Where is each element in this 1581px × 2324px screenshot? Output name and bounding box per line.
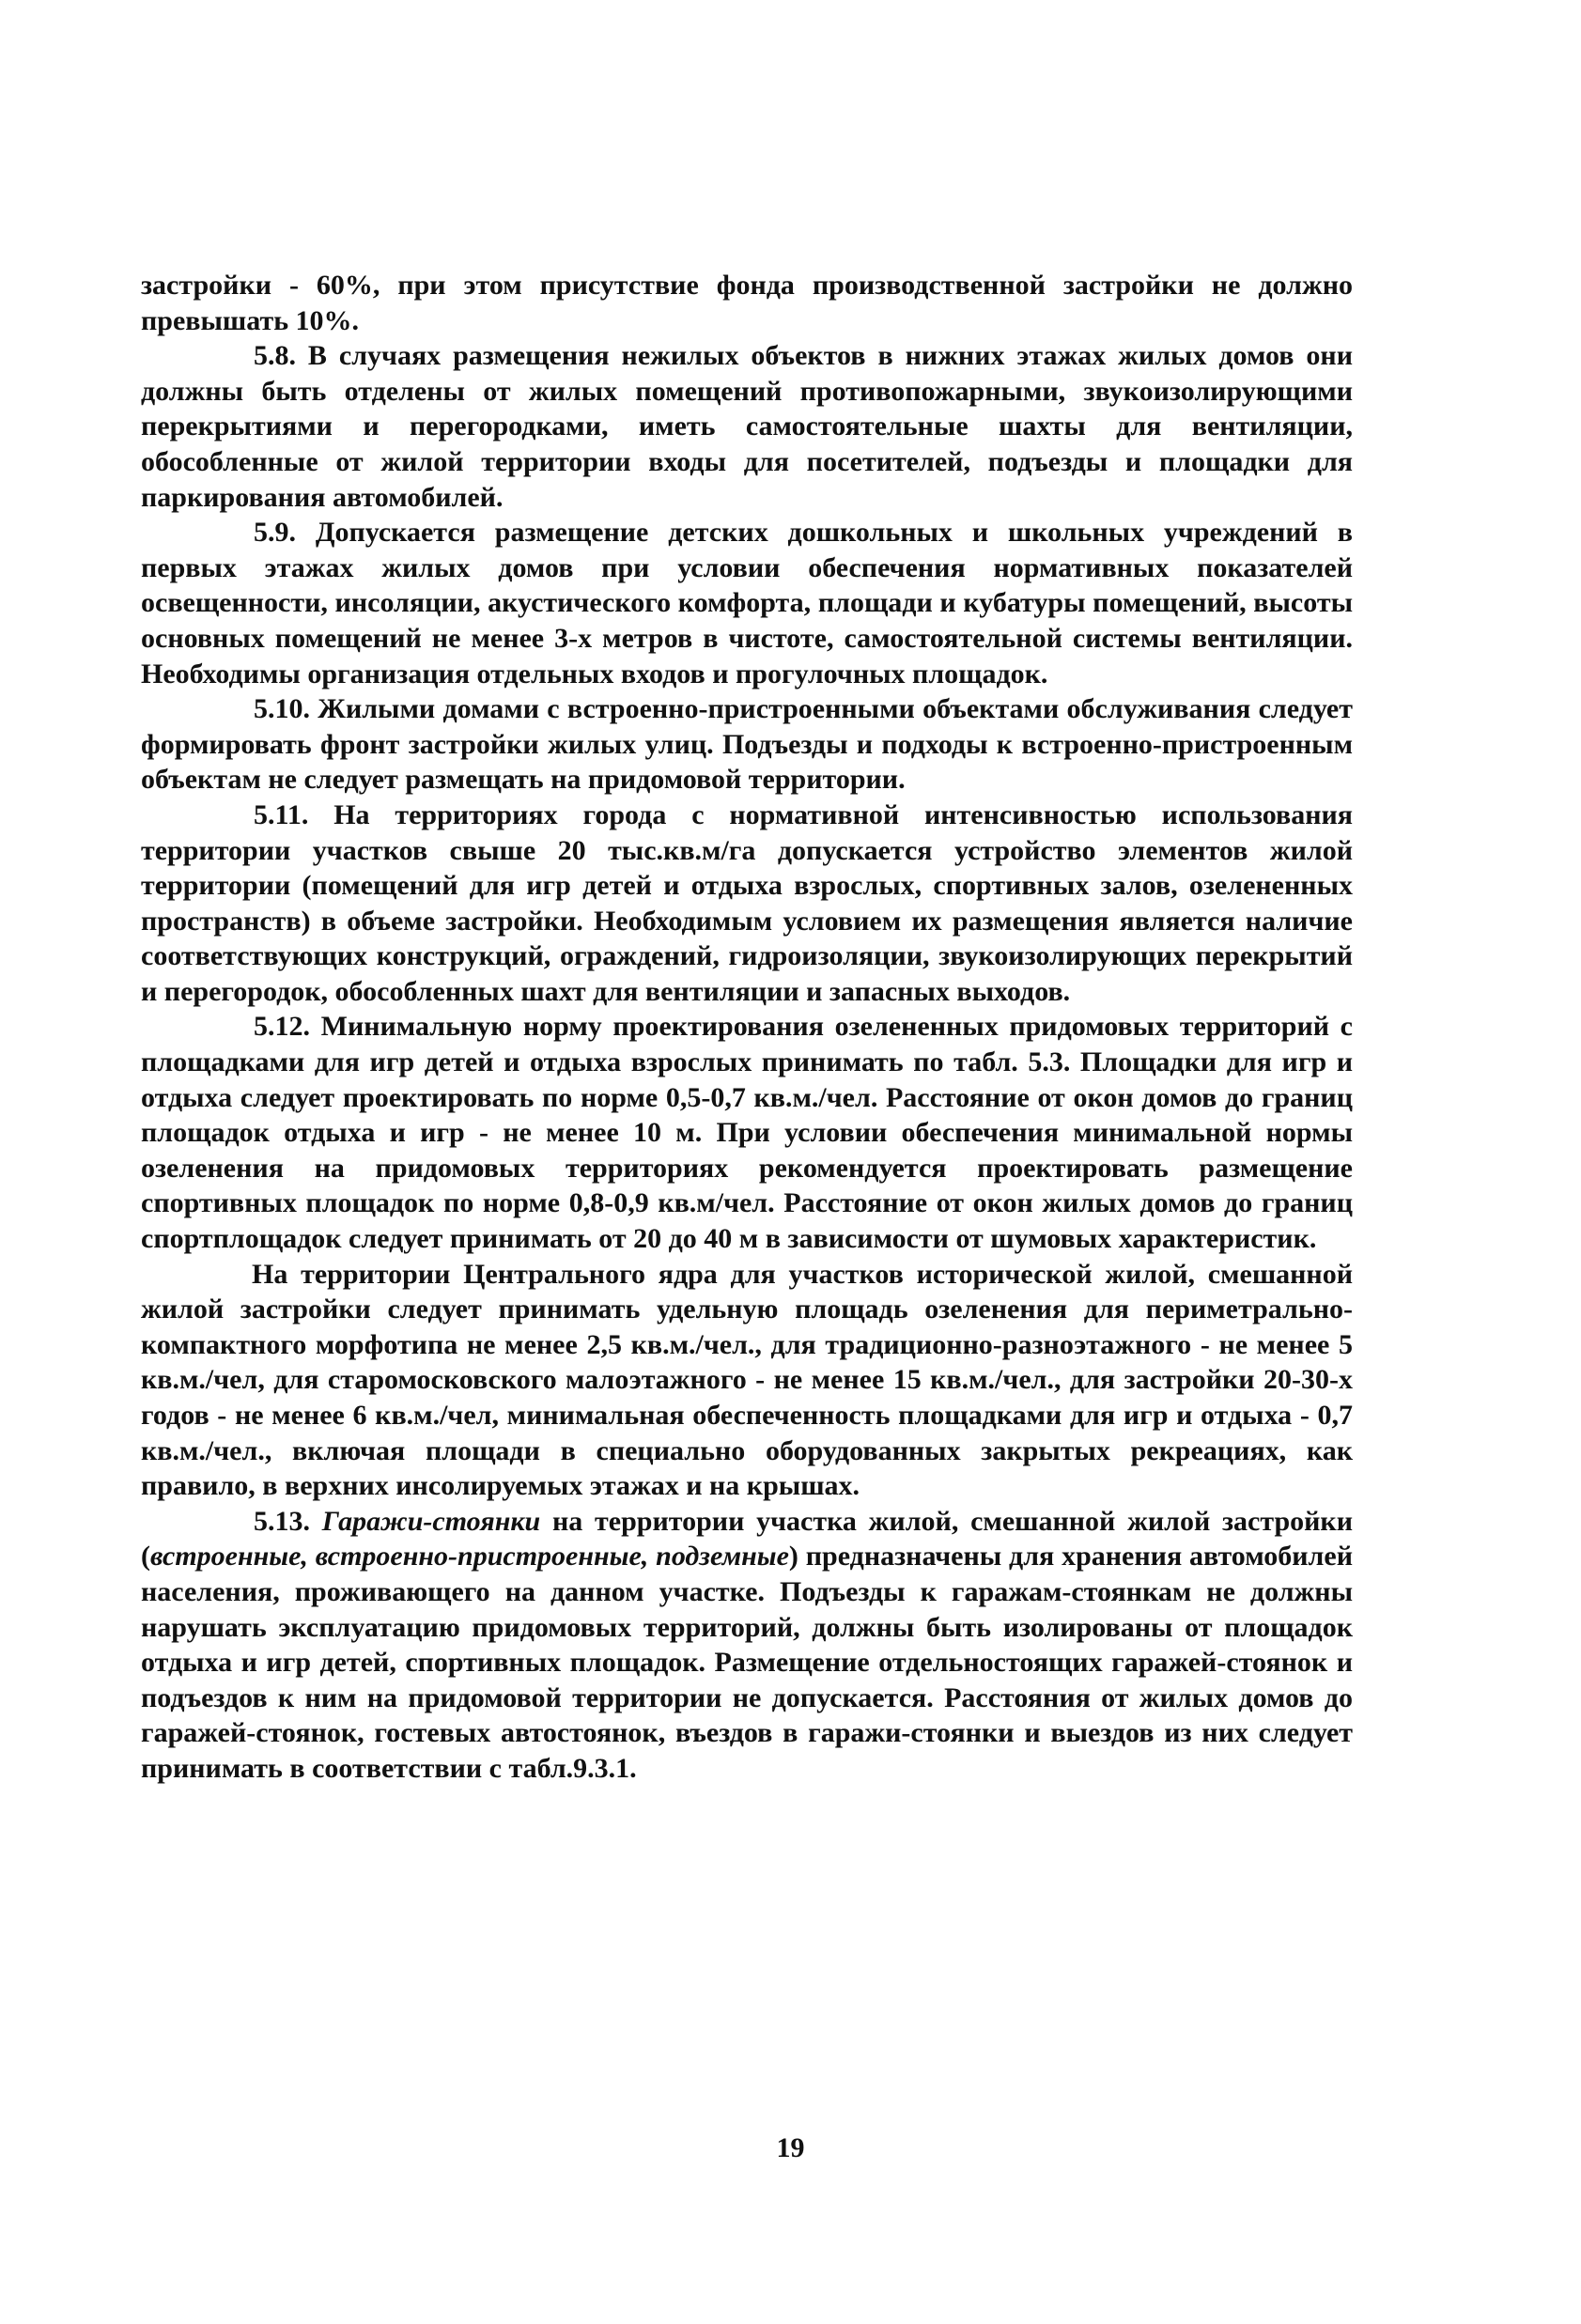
paragraph-continuation: застройки - 60%, при этом присутствие фонда производственной застройки не должно превышать 10%.: [141, 270, 1353, 336]
paragraph-5-12: 5.12. Минимальную норму проектирования озелененных придомовых территорий с площадками для игр детей и отдыха взрослых принимать по табл. 5.3. Площадки для игр и отдыха следует проектировать по норме 0,5-0,7 кв.м./чел. Расстояние от окон домов до границ площадок отдыха и игр - не менее 10 м. При условии обеспечения минимальной нормы озеленения на придомовых территориях рекомендуется проектировать размещение спортивных площадок по норме 0,8-0,9 кв.м/чел. Расстояние от окон жилых домов до границ спортплощадок следует принимать от 20 до 40 м в зависимости от шумовых характеристик.: [141, 1011, 1353, 1255]
paragraph-5-9: 5.9. Допускается размещение детских дошкольных и школьных учреждений в первых этажах жилых домов при условии обеспечения нормативных показателей освещенности, инсоляции, акустического комфорта, площади и кубатуры помещений, высоты основных помещений не менее 3-х метров в чистоте, самостоятельной системы вентиляции. Необходимы организация отдельных входов и прогулочных площадок.: [141, 517, 1353, 689]
paragraph-5-13-number: 5.13.: [254, 1505, 310, 1537]
page-number: 19: [776, 2132, 805, 2163]
paragraph-5-13-term: Гаражи-стоянки: [321, 1505, 541, 1537]
paragraph-5-13-rest: ) предназначены для хранения автомобилей населения, проживающего на данном участке. Подъезды к гаражам-стоянкам не должны нарушать эксплуатацию придомовых территорий, должны быть изолированы от площадок отдыха и игр детей, спортивных площадок. Размещение отдельностоящих гаражей-стоянок и подъездов к ним на придомовой территории не допускается. Расстояния от жилых домов до гаражей-стоянок, гостевых автостоянок, въездов в гаражи-стоянки и выездов из них следует принимать в соответствии с табл.9.3.1.: [141, 1541, 1353, 1784]
paragraph-5-11: 5.11. На территориях города с нормативной интенсивностью использования территории участков свыше 20 тыс.кв.м/га допускается устройство элементов жилой территории (помещений для игр детей и отдыха взрослых, спортивных залов, озелененных пространств) в объеме застройки. Необходимым условием их размещения является наличие соответствующих конструкций, ограждений, гидроизоляции, звукоизолирующих перекрытий и перегородок, обособленных шахт для вентиляции и запасных выходов.: [141, 798, 1353, 1007]
paragraph-5-10: 5.10. Жилыми домами с встроенно-пристроенными объектами обслуживания следует формировать фронт застройки жилых улиц. Подъезды и подходы к встроенно-пристроенным объектам не следует размещать на придомовой территории.: [141, 693, 1353, 796]
paragraph-5-8: 5.8. В случаях размещения нежилых объектов в нижних этажах жилых домов они должны быть отделены от жилых помещений противопожарными, звукоизолирующими перекрытиями и перегородками, иметь самостоятельные шахты для вентиляции, обособленные от жилой территории входы для посетителей, подъезды и площадки для паркирования автомобилей.: [141, 340, 1353, 513]
paragraph-5-13-mid: на территории участка жилой, смешанной жилой застройки (: [141, 1505, 1353, 1573]
body-text: [141, 268, 1353, 1787]
paragraph-central-core: На территории Центрального ядра для участков исторической жилой, смешанной жилой застройки следует принимать удельную площадь озеленения для периметрально-компактного морфотипа не менее 2,5 кв.м./чел., для традиционно-разноэтажного - не менее 5 кв.м./чел, для старомосковского малоэтажного - не менее 15 кв.м./чел., для застройки 20-30-х годов - не менее 6 кв.м./чел, минимальная обеспеченность площадками для игр и отдыха - 0,7 кв.м./чел., включая площади в специально оборудованных закрытых рекреациях, как правило, в верхних инсолируемых этажах и на крышах.: [141, 1258, 1353, 1502]
paragraph-5-13-types: встроенные, встроенно-пристроенные, подземные: [150, 1541, 789, 1573]
paragraph-5-13: [141, 1504, 1353, 1787]
